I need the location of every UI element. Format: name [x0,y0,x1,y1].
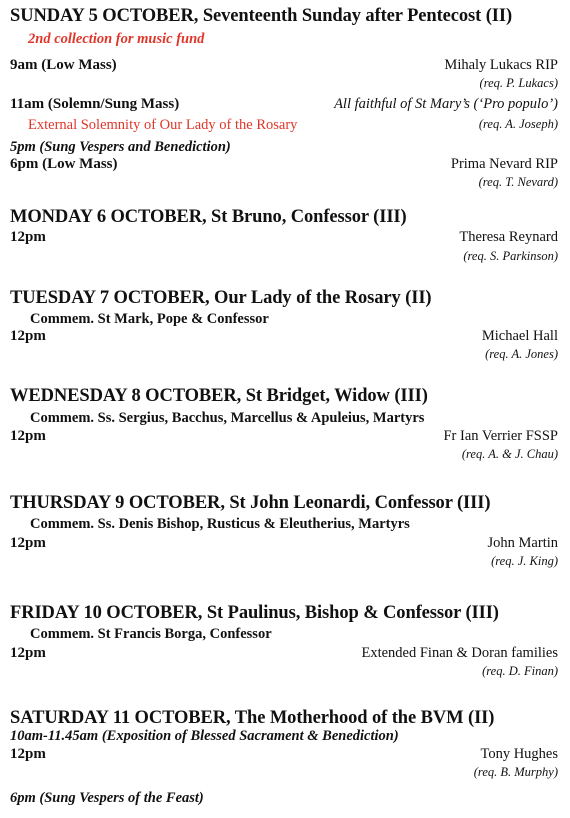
mass-time: 6pm (Low Mass) [10,156,118,172]
day-heading-thursday: THURSDAY 9 OCTOBER, St John Leonardi, Confessor (III) [10,493,491,513]
commemoration: Commem. Ss. Denis Bishop, Rusticus & Eleutherius, Martyrs [30,516,410,532]
request-by: (req. B. Murphy) [473,765,558,779]
request-by: (req. A. Jones) [485,347,558,361]
collection-note: 2nd collection for music fund [28,31,205,47]
mass-intention: Tony Hughes [480,746,558,762]
request-by: (req. P. Lukacs) [479,76,558,90]
mass-intention: Fr Ian Verrier FSSP [443,428,558,444]
vespers-time: 6pm (Sung Vespers of the Feast) [10,790,204,806]
vespers-time: 5pm (Sung Vespers and Benediction) [10,139,231,155]
request-by: (req. T. Nevard) [478,175,558,189]
mass-intention: Mihaly Lukacs RIP [444,57,558,73]
mass-time: 12pm [10,746,46,762]
mass-time: 12pm [10,535,46,551]
day-heading-wednesday: WEDNESDAY 8 OCTOBER, St Bridget, Widow (III) [10,386,428,406]
request-by: (req. J. King) [491,554,558,568]
request-by: (req. D. Finan) [482,664,558,678]
day-heading-friday: FRIDAY 10 OCTOBER, St Paulinus, Bishop & Confessor (III) [10,603,499,623]
commemoration: Commem. St Francis Borga, Confessor [30,626,272,642]
commemoration: Commem. St Mark, Pope & Confessor [30,311,269,327]
mass-intention: Theresa Reynard [459,229,558,245]
mass-time: 12pm [10,229,46,245]
solemnity-note: External Solemnity of Our Lady of the Rosary [28,117,298,133]
mass-time: 9am (Low Mass) [10,57,117,73]
mass-time: 12pm [10,428,46,444]
day-heading-saturday: SATURDAY 11 OCTOBER, The Motherhood of the BVM (II) [10,708,495,728]
request-by: (req. A. Joseph) [478,117,558,131]
mass-intention: Prima Nevard RIP [450,156,558,172]
mass-intention: John Martin [487,535,558,551]
mass-intention: Michael Hall [481,328,558,344]
mass-intention: Extended Finan & Doran families [361,645,558,661]
mass-time: 11am (Solemn/Sung Mass) [10,96,180,112]
day-heading-monday: MONDAY 6 OCTOBER, St Bruno, Confessor (III) [10,207,407,227]
mass-time: 12pm [10,645,46,661]
day-heading-tuesday: TUESDAY 7 OCTOBER, Our Lady of the Rosary (II) [10,288,432,308]
exposition-time: 10am-11.45am (Exposition of Blessed Sacrament & Benediction) [10,728,399,744]
request-by: (req. A. & J. Chau) [461,447,558,461]
request-by: (req. S. Parkinson) [463,249,558,263]
mass-time: 12pm [10,328,46,344]
commemoration: Commem. Ss. Sergius, Bacchus, Marcellus & Apuleius, Martyrs [30,410,425,426]
mass-intention: All faithful of St Mary’s (‘Pro populo’) [334,96,558,112]
day-heading-sunday: SUNDAY 5 OCTOBER, Seventeenth Sunday after Pentecost (II) [10,6,513,26]
